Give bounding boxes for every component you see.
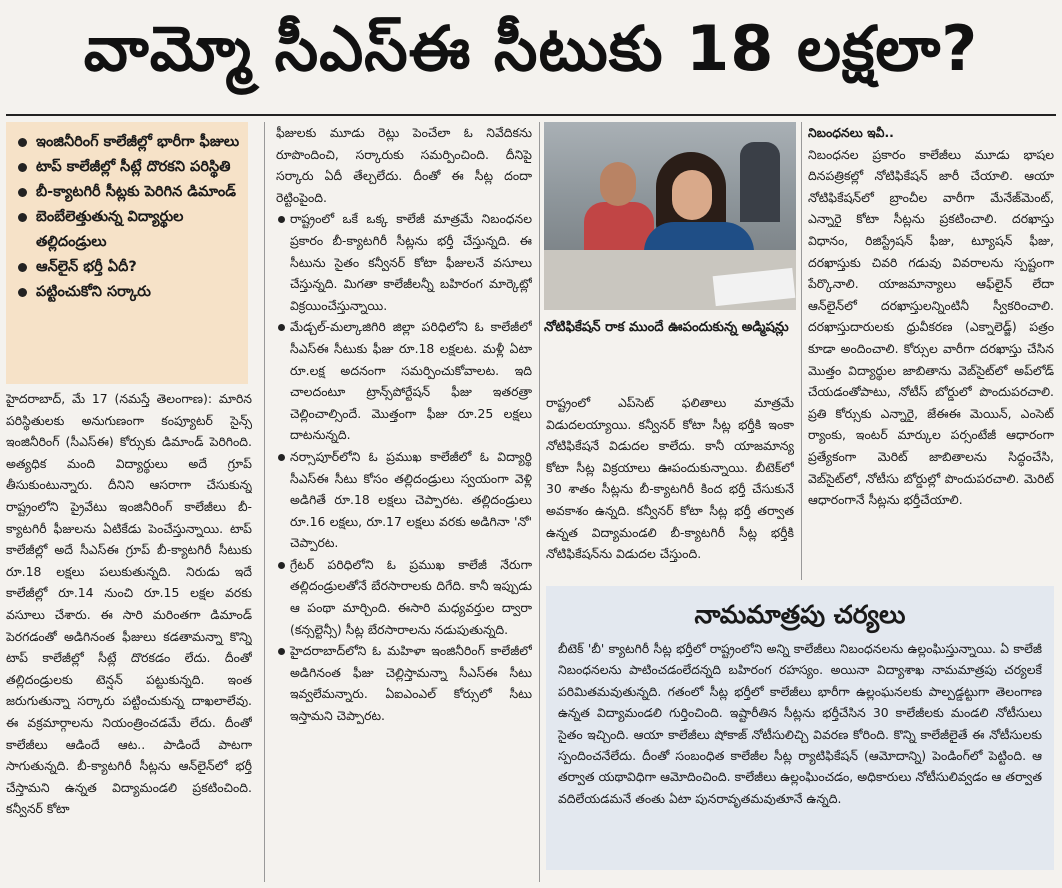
- bullet-item: రాష్ట్రంలో ఒకే ఒక్క కాలేజీ మాత్రమే నిబంధనల ప్రకారం బీ-క్యాటగిరీ సీట్లను భర్తీ చేస్తున్నది. ఈ సీటును సైతం కన్వీనర్ కోటా ఫీజులనే వసూలు చేస్తున్నది. మిగతా కాలేజీలన్నీ బహిరంగ మార్కెట్లో విక్రయించేస్తున్నాయి.: [276, 208, 532, 316]
- article-column-2: [276, 122, 532, 882]
- bullet-item: గ్రేటర్ పరిధిలోని ఓ ప్రముఖ కాలేజీ నేరుగా తల్లిదండ్రులతోనే బేరసారాలకు దిగేది. కానీ ఇప్పుడు ఆ పంథా మార్చింది. ఈసారి మధ్యవర్తుల ద్వారా (కన్సల్టెన్సీ) సీట్ల బేరసారాలను నడుపుతున్నది.: [276, 554, 532, 640]
- highlight-item: ఇంజినీరింగ్ కాలేజీల్లో భారీగా ఫీజులు: [16, 130, 240, 155]
- bullet-item: మేడ్చల్-మల్కాజిగిరి జిల్లా పరిధిలోని ఓ కాలేజీలో సీఎస్ఈ సీటుకు ఫీజు రూ.18 లక్షలట. మళ్లీ ఏటా రూ.లక్ష అదనంగా సమర్పించుకోవాలట. ఇది చాలదంటూ ట్రాన్స్‌పోర్టేషన్ ఫీజు ఇతరత్రా చెల్లించాల్సిందే. మొత్తంగా ఫీజు రూ.25 లక్షలు దాటనున్నది.: [276, 316, 532, 446]
- highlight-item: టాప్ కాలేజీల్లో సీట్లే దొరకని పరిస్థితి: [16, 155, 240, 180]
- article-paragraph: నిబంధనల ప్రకారం కాలేజీలు మూడు భాషల దినపత్రికల్లో నోటిఫికేషన్ జారీ చేయాలి. ఆయా నోటిఫికేషన్‌లో బ్రాంచీల వారీగా మేనేజ్‌మెంట్, ఎన్నారై కోటా సీట్లను ప్రకటించాలి. దరఖాస్తు విధానం, రిజిస్ట్రేషన్ ఫీజు, ట్యూషన్ ఫీజు, దరఖాస్తుకు చివరి గడువు వివరాలను స్పష్టంగా పేర్కొనాలి. యాజమాన్యాలు ఆఫ్‌లైన్ లేదా ఆన్‌లైన్‌లో దరఖాస్తులన్నింటినీ స్వీకరించాలి. దరఖాస్తుదారులకు ధ్రువీకరణ (ఎక్నాలెడ్జ్) పత్రం కూడా అందించాలి. కోర్సుల వారీగా దరఖాస్తు చేసిన మొత్తం విద్యార్థుల జాబితాను వెబ్‌సైట్‌లో అప్‌లోడ్ చేయడంతోపాటు, నోటీస్ బోర్డులో పొందుపరచాలి. ప్రతి కోర్సుకు ఎన్నారై, జేఈఈ మెయిన్, ఎంసెట్ ర్యాంకు, ఇంటర్ మార్కుల పర్సంటేజీ ఆధారంగా ప్రత్యేకంగా మెరిట్ జాబితాలను సిద్ధంచేసి, వెబ్‌సైట్‌లో, నోటీసు బోర్డుల్లో పొందుపరచాలి. మెరిట్ ఆధారంగానే సీట్లను భర్తీచేయాలి.: [808, 146, 1054, 508]
- article-paragraph: హైదరాబాద్, మే 17 (నమస్తే తెలంగాణ): మారిన పరిస్థితులకు అనుగుణంగా కంప్యూటర్ సైన్స్ ఇంజినీరింగ్ (సీఎస్ఈ) కోర్సుకు డిమాండ్ పెరిగింది. అత్యధిక మంది విద్యార్థులు అదే గ్రూప్ తీసుకుంటున్నారు. దీనిని ఆసరాగా చేసుకున్న రాష్ట్రంలోని ప్రైవేటు ఇంజినీరింగ్ కాలేజీలు బీ-క్యాటగిరీ ఫీజులను ఏటికేడు పెంచేస్తున్నాయి. టాప్ కాలేజీల్లో అదే సీఎస్ఈ గ్రూప్ బీ-క్యాటగిరీ సీటుకు రూ.18 లక్షలు పలుకుతున్నది. నిరుడు ఇదే కాలేజీల్లో రూ.14 నుంచి రూ.15 లక్షల వరకు వసూలు చేశారు. ఈ సారి మరింతగా డిమాండ్ పెరగడంతో అడిగినంత ఫీజులు కడతామన్నా కొన్ని టాప్ కాలేజీల్లో సీట్లే దొరకడం లేదు. దీంతో తల్లిదండ్రులకు టెన్షన్ పట్టుకున్నది. ఇంత జరుగుతున్నా సర్కారు పట్టించుకున్న దాఖలాలేవు. ఈ వక్రమార్గాలను నియంత్రించడమే లేదు. దీంతో కాలేజీలు ఆడిందే ఆట.. పాడిందే పాటగా సాగుతున్నది. బీ-క్యాటగిరీ సీట్లను ఆన్‌లైన్‌లో భర్తీ చేస్తామని ఉన్నత విద్యామండలి ప్రకటించింది. కన్వీనర్ కోటా: [6, 391, 252, 817]
- column-divider: [264, 122, 265, 882]
- article-column-3: [546, 392, 794, 592]
- highlights-box: [6, 122, 248, 384]
- section-heading: నిబంధనలు ఇవీ..: [808, 125, 894, 140]
- headline-rule: [6, 114, 1056, 116]
- sidebar-box: [546, 586, 1054, 870]
- article-paragraph: రాష్ట్రంలో ఎప్‌సెట్ ఫలితాలు మాత్రమే విడుదలయ్యాయి. కన్వీనర్ కోటా సీట్ల భర్తీకి ఇంకా నోటిఫికేషనే విడుదల కాలేదు. కానీ యాజమాన్య కోటా సీట్ల విక్రయాలు ఊపందుకున్నాయి. బీటెక్‌లో 30 శాతం సీట్లను బీ-క్యాటగిరీ కింద భర్తీ చేసుకునే అవకాశం ఉన్నది. కన్వీనర్ కోటా సీట్ల భర్తీ తర్వాత ఉన్నత విద్యామండలి బీ-క్యాటగిరీ సీట్ల భర్తీకి నోటిఫికేషన్‌ను విడుదల చేస్తుంది.: [546, 395, 794, 562]
- article-paragraph: ఫీజులకు మూడు రెట్లు పెంచేలా ఓ నివేదికను రూపొందించి, సర్కారుకు సమర్పించింది. దీనిపై సర్కారు ఏదీ తేల్చలేదు. దీంతో ఈ సీట్ల దందా రెట్టింపైంది.: [276, 125, 532, 205]
- column-divider: [801, 122, 802, 580]
- highlight-item: పట్టించుకోని సర్కారు: [16, 280, 240, 305]
- column-divider: [539, 122, 540, 882]
- highlight-item: బీ-క్యాటగిరీ సీట్లకు పెరిగిన డిమాండ్: [16, 180, 240, 205]
- headline: వామ్మో సీఎస్ఈ సీటుకు 18 లక్షలా?: [83, 12, 979, 85]
- bullet-item: హైదరాబాద్‌లోని ఓ మహిళా ఇంజినీరింగ్ కాలేజీలో అడిగినంత ఫీజు చెల్లిస్తామన్నా సీఎస్ఈ సీటు ఇవ్వలేమన్నారు. ఏఐఎంఎల్ కోర్సులో సీటు ఇస్తామని చెప్పారట.: [276, 640, 532, 726]
- article-column-1: [6, 388, 252, 882]
- bullet-item: నర్సాపూర్‌లోని ఓ ప్రముఖ కాలేజీలో ఓ విద్యార్థి సీఎస్ఈ సీటు కోసం తల్లిదండ్రులు స్వయంగా వెళ్లి అడిగితే రూ.18 లక్షలు చెప్పారట. తల్లిదండ్రులు రూ.16 లక్షలు, రూ.17 లక్షలు వరకు అడిగినా 'నో' చెప్పారట.: [276, 446, 532, 554]
- students-exam-photo: [544, 122, 796, 310]
- box-paragraph: బీటెక్ 'బీ' క్యాటగిరీ సీట్ల భర్తీలో రాష్ట్రంలోని అన్ని కాలేజీలు నిబంధనలను ఉల్లంఘిస్తున్నాయి. ఏ కాలేజీ నిబంధనలను పాటించడంలేదన్నది బహిరంగ రహస్యం. అయినా విద్యాశాఖ నామమాత్రపు చర్యలకే పరిమితమవుతున్నది. గతంలో సీట్ల భర్తీలో కాలేజీలు భారీగా ఉల్లంఘనలకు పాల్పడ్డట్టుగా తెలంగాణ ఉన్నత విద్యామండలి గుర్తించింది. ఇష్టారీతిన సీట్లను భర్తీచేసిన 30 కాలేజీలకు మండలి నోటీసులు సైతం ఇచ్చింది. ఆయా కాలేజీలు షోకాజ్ నోటీసులిచ్చి వివరణ కోరింది. కొన్ని కాలేజీలైతే ఈ నోటీసులకు స్పందించనేలేదు. దీంతో సంబంధిత కాలేజీల సీట్ల ర్యాటిఫికేషన్ (ఆమోదాన్ని) పెండింగ్‌లో పెట్టింది. ఆ తర్వాత యథావిధిగా ఆమోదించింది. కాలేజీలు ఉల్లంఘించడం, అధికారులు నోటీసులివ్వడం ఆ తర్వాత వదిలేయడమనే తంతు ఏటా పునరావృతమవుతూనే ఉన్నది.: [558, 641, 1042, 806]
- highlight-item: ఆన్‌లైన్ భర్తీ ఏదీ?: [16, 255, 240, 280]
- box-title: నామమాత్రపు చర్యలు: [694, 600, 906, 629]
- highlight-item: బెంబేలెత్తుతున్న విద్యార్థుల తల్లిదండ్రులు: [16, 205, 240, 255]
- photo-caption: నోటిఫికేషన్ రాక ముందే ఊపందుకున్న అడ్మిషన్లు: [544, 320, 789, 335]
- article-column-4: [808, 122, 1054, 580]
